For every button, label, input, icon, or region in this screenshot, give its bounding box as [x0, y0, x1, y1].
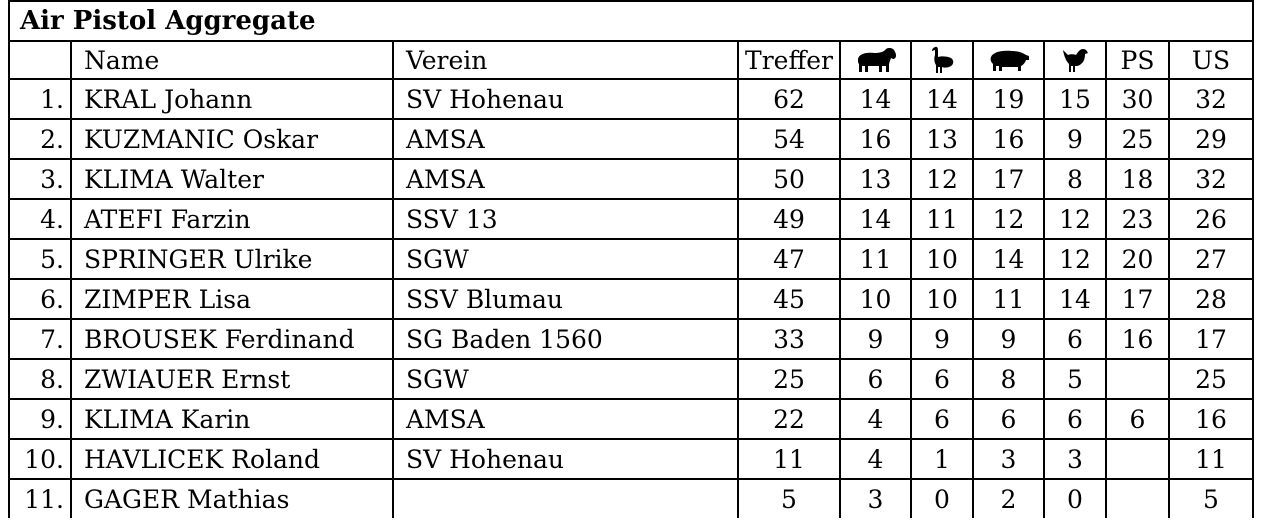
us-score-cell: 16 — [1169, 399, 1253, 439]
ram-score-cell: 4 — [840, 439, 911, 479]
club-cell: SV Hohenau — [393, 79, 738, 119]
club-cell: AMSA — [393, 159, 738, 199]
ram-score-cell: 10 — [840, 279, 911, 319]
rank-header — [9, 41, 71, 79]
us-score-cell: 26 — [1169, 199, 1253, 239]
table-row — [9, 439, 1253, 479]
club-cell: SV Hohenau — [393, 439, 738, 479]
results-sheet — [8, 0, 1252, 521]
table-row — [9, 479, 1253, 518]
ram-score-cell: 6 — [840, 359, 911, 399]
ps-score-cell: 16 — [1106, 319, 1169, 359]
pig-score-cell: 16 — [973, 119, 1044, 159]
pig-score-cell: 2 — [973, 479, 1044, 518]
rank-cell: 8. — [9, 359, 71, 399]
turkey-score-cell: 11 — [911, 199, 973, 239]
ram-score-cell: 4 — [840, 399, 911, 439]
table-row — [9, 319, 1253, 359]
ram-score-cell: 16 — [840, 119, 911, 159]
pig-header — [973, 41, 1044, 79]
ps-score-cell: 25 — [1106, 119, 1169, 159]
rank-cell: 4. — [9, 199, 71, 239]
chicken-score-cell: 12 — [1044, 239, 1106, 279]
us-score-cell: 5 — [1169, 479, 1253, 518]
ram-score-cell: 9 — [840, 319, 911, 359]
ram-score-cell: 11 — [840, 239, 911, 279]
turkey-header — [911, 41, 973, 79]
header-row — [9, 41, 1253, 79]
name-cell: KUZMANIC Oskar — [71, 119, 393, 159]
pig-score-cell: 12 — [973, 199, 1044, 239]
ps-score-cell: 23 — [1106, 199, 1169, 239]
table-row — [9, 359, 1253, 399]
turkey-score-cell: 13 — [911, 119, 973, 159]
hits-cell: 5 — [738, 479, 840, 518]
ps-score-cell — [1106, 439, 1169, 479]
chicken-score-cell: 12 — [1044, 199, 1106, 239]
name-cell: KRAL Johann — [71, 79, 393, 119]
chicken-score-cell: 0 — [1044, 479, 1106, 518]
name-cell: ZWIAUER Ernst — [71, 359, 393, 399]
ps-score-cell: 20 — [1106, 239, 1169, 279]
hits-cell: 47 — [738, 239, 840, 279]
us-score-cell: 17 — [1169, 319, 1253, 359]
us-score-cell: 29 — [1169, 119, 1253, 159]
us-score-cell: 28 — [1169, 279, 1253, 319]
turkey-score-cell: 14 — [911, 79, 973, 119]
rank-cell: 11. — [9, 479, 71, 518]
turkey-score-cell: 10 — [911, 279, 973, 319]
hits-cell: 50 — [738, 159, 840, 199]
table-row — [9, 79, 1253, 119]
hits-cell: 33 — [738, 319, 840, 359]
hits-cell: 45 — [738, 279, 840, 319]
name-header: Name — [71, 41, 393, 79]
chicken-score-cell: 9 — [1044, 119, 1106, 159]
club-cell — [393, 479, 738, 518]
rank-cell: 5. — [9, 239, 71, 279]
chicken-header — [1044, 41, 1106, 79]
club-cell: SSV Blumau — [393, 279, 738, 319]
chicken-score-cell: 5 — [1044, 359, 1106, 399]
name-cell: KLIMA Karin — [71, 399, 393, 439]
ram-silhouette-icon — [854, 46, 898, 74]
table-row — [9, 279, 1253, 319]
turkey-score-cell: 6 — [911, 399, 973, 439]
name-cell: BROUSEK Ferdinand — [71, 319, 393, 359]
results-table — [8, 0, 1254, 518]
chicken-score-cell: 6 — [1044, 399, 1106, 439]
pig-score-cell: 14 — [973, 239, 1044, 279]
ps-score-cell: 30 — [1106, 79, 1169, 119]
ram-score-cell: 14 — [840, 199, 911, 239]
pig-score-cell: 6 — [973, 399, 1044, 439]
name-cell: ATEFI Farzin — [71, 199, 393, 239]
rank-cell: 1. — [9, 79, 71, 119]
turkey-silhouette-icon — [927, 45, 957, 75]
ps-score-cell: 6 — [1106, 399, 1169, 439]
club-cell: SSV 13 — [393, 199, 738, 239]
us-score-cell: 32 — [1169, 159, 1253, 199]
ps-header: PS — [1106, 41, 1169, 79]
rank-cell: 10. — [9, 439, 71, 479]
name-cell: HAVLICEK Roland — [71, 439, 393, 479]
rank-cell: 9. — [9, 399, 71, 439]
table-row — [9, 119, 1253, 159]
us-header: US — [1169, 41, 1253, 79]
name-cell: KLIMA Walter — [71, 159, 393, 199]
table-title: Air Pistol Aggregate — [9, 1, 1253, 41]
ps-score-cell — [1106, 479, 1169, 518]
us-score-cell: 25 — [1169, 359, 1253, 399]
rank-cell: 6. — [9, 279, 71, 319]
club-cell: SG Baden 1560 — [393, 319, 738, 359]
turkey-score-cell: 6 — [911, 359, 973, 399]
chicken-score-cell: 15 — [1044, 79, 1106, 119]
chicken-score-cell: 6 — [1044, 319, 1106, 359]
pig-score-cell: 11 — [973, 279, 1044, 319]
table-row — [9, 239, 1253, 279]
pig-score-cell: 17 — [973, 159, 1044, 199]
chicken-silhouette-icon — [1060, 46, 1090, 74]
hits-cell: 54 — [738, 119, 840, 159]
ps-score-cell: 18 — [1106, 159, 1169, 199]
hits-cell: 62 — [738, 79, 840, 119]
ps-score-cell — [1106, 359, 1169, 399]
table-row — [9, 159, 1253, 199]
pig-score-cell: 19 — [973, 79, 1044, 119]
hits-cell: 11 — [738, 439, 840, 479]
hits-cell: 49 — [738, 199, 840, 239]
club-cell: SGW — [393, 359, 738, 399]
turkey-score-cell: 1 — [911, 439, 973, 479]
table-row — [9, 199, 1253, 239]
club-cell: SGW — [393, 239, 738, 279]
pig-score-cell: 9 — [973, 319, 1044, 359]
name-cell: GAGER Mathias — [71, 479, 393, 518]
rank-cell: 3. — [9, 159, 71, 199]
chicken-score-cell: 3 — [1044, 439, 1106, 479]
hits-header: Treffer — [738, 41, 840, 79]
ram-header — [840, 41, 911, 79]
pig-score-cell: 3 — [973, 439, 1044, 479]
club-header: Verein — [393, 41, 738, 79]
ram-score-cell: 13 — [840, 159, 911, 199]
rank-cell: 7. — [9, 319, 71, 359]
hits-cell: 22 — [738, 399, 840, 439]
name-cell: ZIMPER Lisa — [71, 279, 393, 319]
us-score-cell: 11 — [1169, 439, 1253, 479]
ps-score-cell: 17 — [1106, 279, 1169, 319]
us-score-cell: 32 — [1169, 79, 1253, 119]
ram-score-cell: 3 — [840, 479, 911, 518]
pig-score-cell: 8 — [973, 359, 1044, 399]
hits-cell: 25 — [738, 359, 840, 399]
turkey-score-cell: 10 — [911, 239, 973, 279]
name-cell: SPRINGER Ulrike — [71, 239, 393, 279]
turkey-score-cell: 0 — [911, 479, 973, 518]
pig-silhouette-icon — [988, 47, 1030, 73]
turkey-score-cell: 9 — [911, 319, 973, 359]
turkey-score-cell: 12 — [911, 159, 973, 199]
table-row — [9, 399, 1253, 439]
rank-cell: 2. — [9, 119, 71, 159]
club-cell: AMSA — [393, 399, 738, 439]
club-cell: AMSA — [393, 119, 738, 159]
chicken-score-cell: 14 — [1044, 279, 1106, 319]
us-score-cell: 27 — [1169, 239, 1253, 279]
chicken-score-cell: 8 — [1044, 159, 1106, 199]
ram-score-cell: 14 — [840, 79, 911, 119]
